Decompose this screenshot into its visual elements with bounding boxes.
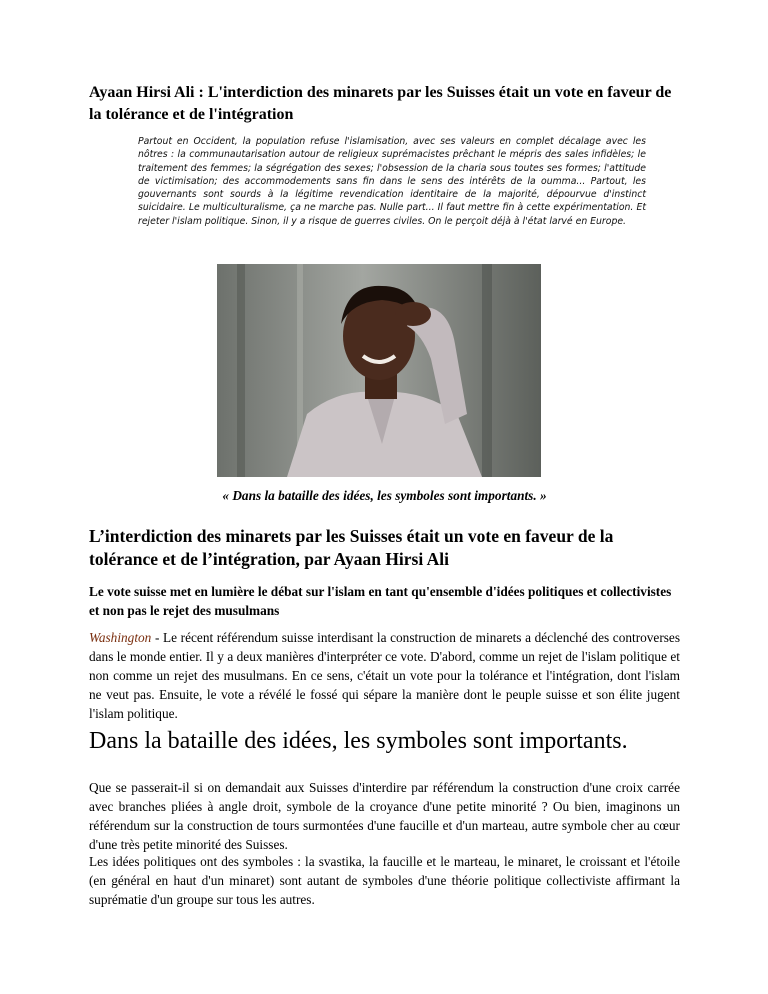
article-subtitle: Le vote suisse met en lumière le débat sur l'islam en tant qu'ensemble d'idées politiques et collectivistes et non pas le rejet des musulmans	[89, 584, 672, 618]
dateline: Washington	[89, 630, 152, 645]
page-title: Ayaan Hirsi Ali : L'interdiction des minarets par les Suisses était un vote en faveur de la tolérance et de l'intégration	[89, 84, 672, 123]
portrait-photo	[217, 264, 541, 477]
paragraph-2: Que se passerait-il si on demandait aux Suisses d'interdire par référendum la construction d'une croix carrée avec branches pliées à angle droit, symbole de la croyance d'une petite minorité ? Ou bien, imaginons un référendum sur la construction de tours surmontées d'une faucille et d'un marteau, autre symbole cher au cœur d'une très petite minorité des Suisses.	[89, 780, 680, 852]
section-heading: Dans la bataille des idées, les symboles sont importants.	[89, 728, 628, 754]
photo-caption: « Dans la bataille des idées, les symboles sont importants. »	[222, 488, 547, 503]
article-title: L’interdiction des minarets par les Suisses était un vote en faveur de la tolérance et de l’intégration, par Ayaan Hirsi Ali	[89, 526, 614, 569]
paragraph-1	[89, 628, 680, 723]
paragraph-1-text: - Le récent référendum suisse interdisant la construction de minarets a déclenché des controverses dans le monde entier. Il y a deux manières d'interpréter ce vote. D'abord, comme un rejet de l'islam politique et non comme un rejet des musulmans. En ce sens, c'était un vote pour la tolérance et l'intégration, dont l'islam ne veut pas. Ensuite, le vote a révélé le fossé qui sépare la manière dont le peuple suisse et son élite jugent l'islam politique.	[89, 630, 680, 721]
paragraph-3: Les idées politiques ont des symboles : la svastika, la faucille et le marteau, le minaret, le croissant et l'étoile (en général en haut d'un minaret) sont autant de symboles d'une théorie politique collectiviste affirmant la suprématie d'un groupe sur tous les autres.	[89, 854, 680, 907]
intro-paragraph: Partout en Occident, la population refuse l'islamisation, avec ses valeurs en complet décalage avec les nôtres : la communautarisation autour de religieux suprémacistes prêchant le mépris des sales infidèles; le traitement des femmes; la ségrégation des sexes; l'obsession de la charia sous toutes ses formes; l'attitude de victimisation; des accommodements sans fin dans le sens des intérêts de la oumma... Partout, les gouvernants sont sourds à la légitime revendication identitaire de la majorité, dépourvue d'instinct suicidaire. Le multiculturalisme, ça ne marche pas. Nulle part... Il faut mettre fin à cette expérimentation. Et rejeter l'islam politique. Sinon, il y a risque de guerres civiles. On le perçoit déjà à l'état larvé en Europe.	[138, 136, 646, 227]
